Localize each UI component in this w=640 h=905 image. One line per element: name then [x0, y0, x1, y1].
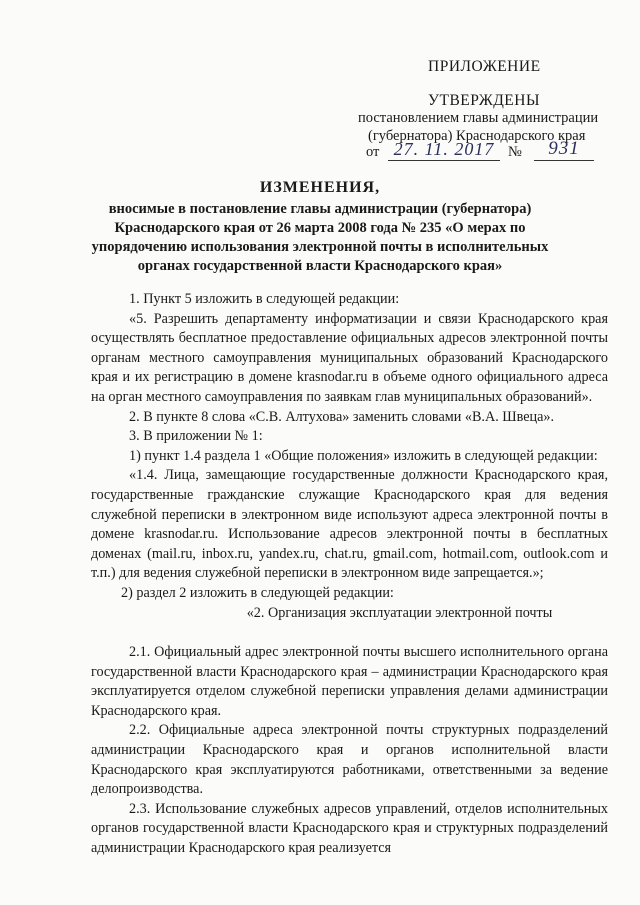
paragraph-6: «1.4. Лица, замещающие государственные должности Краснодарского края, государственные гражданские служащие Краснодарского края для ведения служебной переписки в электронном виде используют адреса электронной почты в домене krasnodar.ru. Использование адресов электронной почты в бесплатных доменах (mail.ru, inbox.ru, yandex.ru, chat.ru, gmail.com, hotmail.com, outlook.com и т.п.) для ведения служебной переписки в электронном виде запрещается.»; — [91, 467, 608, 582]
approved-label: УТВЕРЖДЕНЫ — [428, 92, 540, 109]
paragraph-2-3: 2.3. Использование служебных адресов управлений, отделов исполнительных органов государственной власти Краснодарского края и структурных подразделений администрации Краснодарского края реализуется — [91, 800, 608, 857]
paragraph-3: 2. В пункте 8 слова «С.В. Алтухова» заменить словами «В.А. Швеца». — [129, 408, 555, 425]
paragraph-4: 3. В приложении № 1: — [129, 428, 263, 445]
approval-date-row — [366, 138, 606, 164]
approval-line-2: (губернатора) Краснодарского края — [368, 128, 586, 144]
document-body — [91, 290, 608, 859]
appendix-title: ПРИЛОЖЕНИЕ — [428, 58, 541, 75]
paragraph-2: «5. Разрешить департаменту информатизации и связи Краснодарского края осуществлять бесплатное предоставление официальных адресов электронной почты органам местного самоуправления муниципальных образований Краснодарского края и их регистрацию в домене krasnodar.ru в объеме одного официального адреса на орган местного самоуправления по заявкам глав муниципальных образований». — [91, 310, 608, 405]
document-heading — [80, 176, 560, 276]
handwritten-number: 931 — [534, 138, 594, 161]
paragraph-2-2: 2.2. Официальные адреса электронной почты структурных подразделений администрации Краснодарского края и органов исполнительной власти Краснодарского края эксплуатируются работниками, ответственными за ведение делопроизводства. — [91, 722, 608, 798]
spacer — [91, 623, 608, 643]
approval-line-1: постановлением главы администрации — [358, 110, 599, 126]
paragraph-5: 1) пункт 1.4 раздела 1 «Общие положения» изложить в следующей редакции: — [129, 447, 598, 464]
number-label: № — [508, 144, 522, 160]
heading-title: ИЗМЕНЕНИЯ, — [259, 179, 381, 196]
heading-subtitle: вносимые в постановление главы администрации (губернатора) Краснодарского края от 26 марта 2008 года № 235 «О мерах по упорядочению использования электронной почты в исполнительных органах государственной власти Краснодарского края» — [91, 201, 549, 274]
paragraph-7: 2) раздел 2 изложить в следующей редакции: — [121, 584, 394, 601]
paragraph-1: 1. Пункт 5 изложить в следующей редакции: — [129, 291, 400, 307]
section-2-title: «2. Организация эксплуатации электронной почты — [246, 604, 553, 621]
date-label: от — [366, 144, 380, 160]
paragraph-2-1: 2.1. Официальный адрес электронной почты высшего исполнительного органа государственной власти Краснодарского края – администрации Краснодарского края эксплуатируется отделом служебной переписки управления делами администрации Краснодарского края. — [91, 644, 608, 719]
handwritten-date: 27. 11. 2017 — [388, 139, 500, 161]
